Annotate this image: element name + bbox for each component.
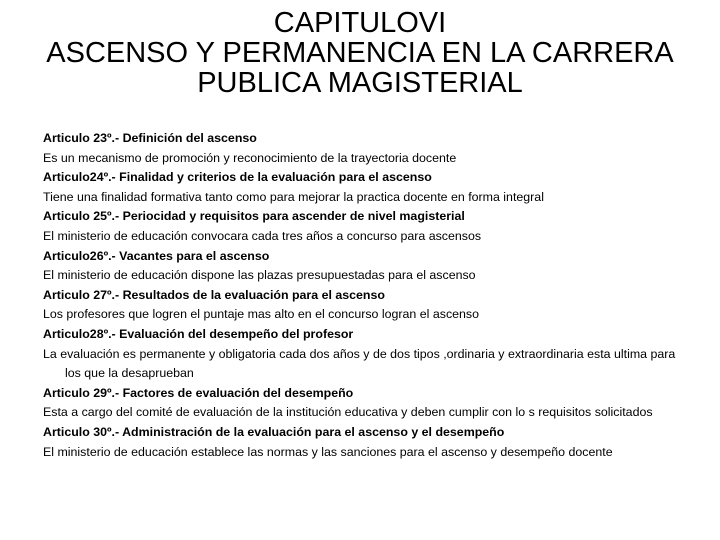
article-heading-26: Articulo26º.- Vacantes para el ascenso [43,248,270,263]
article-heading-28: Articulo28º.- Evaluación del desempeño del profesor [43,326,354,341]
article-text-27: Los profesores que logren el puntaje mas alto en el concurso logran el ascenso [43,307,480,322]
title-line-3: PUBLICA MAGISTERIAL [197,67,523,99]
article-heading-30: Articulo 30º.- Administración de la evaluación para el ascenso y el desempeño [43,424,505,439]
article-text-25: El ministerio de educación convocara cada tres años a concurso para ascensos [43,228,482,243]
article-text-23: Es un mecanismo de promoción y reconocimiento de la trayectoria docente [43,150,457,165]
article-heading-27: Articulo 27º.- Resultados de la evaluación para el ascenso [43,287,385,302]
article-text-30: El ministerio de educación establece las normas y las sanciones para el ascenso y desempeño docente [43,444,613,459]
article-heading-25: Articulo 25º.- Periocidad y requisitos para ascender de nivel magisterial [43,209,465,224]
slide-title [40,8,680,98]
article-text-26: El ministerio de educación dispone las plazas presupuestadas para el ascenso [43,268,476,283]
title-line-1: CAPITULOVI [273,7,447,39]
article-heading-23: Articulo 23º.- Definición del ascenso [43,131,257,145]
article-heading-29: Articulo 29º.- Factores de evaluación del desempeño [43,385,354,400]
article-text-29: Esta a cargo del comité de evaluación de la institución educativa y deben cumplir con lo s requisitos solicitados [43,405,653,420]
article-list [43,129,683,462]
article-heading-24: Articulo24º.- Finalidad y criterios de la evaluación para el ascenso [43,170,432,185]
article-text-24: Tiene una finalidad formativa tanto como para mejorar la practica docente en forma integral [43,189,544,204]
title-line-2: ASCENSO Y PERMANENCIA EN LA CARRERA [46,37,674,69]
article-text-28: La evaluación es permanente y obligatoria cada dos años y de dos tipos ,ordinaria y extraordinaria esta ultima para los que la desaprueban [43,346,676,381]
